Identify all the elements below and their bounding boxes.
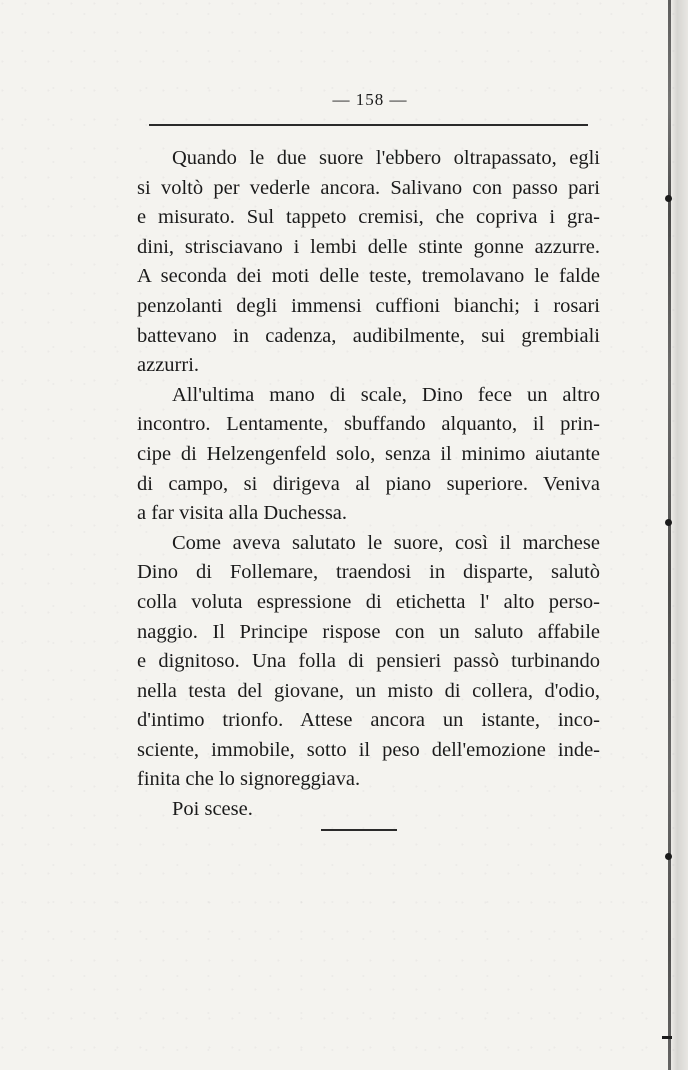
text-line: nella testa del giovane, un misto di collera, d'odio,	[137, 679, 600, 702]
text-line: A seconda dei moti delle teste, tremolavano le falde	[137, 265, 600, 288]
text-line: Poi scese.	[172, 798, 253, 821]
binding-mark	[665, 853, 672, 860]
binding-mark	[665, 519, 672, 526]
text-line: di campo, si dirigeva al piano superiore. Veniva	[137, 472, 600, 495]
text-line: Come aveva salutato le suore, così il marchese	[172, 531, 600, 554]
text-line: sciente, immobile, sotto il peso dell'emozione inde-	[137, 738, 600, 761]
text-line: Dino di Follemare, traendosi in disparte, salutò	[137, 561, 600, 584]
text-line: dini, strisciavano i lembi delle stinte gonne azzurre.	[137, 235, 600, 258]
text-line: e dignitoso. Una folla di pensieri passò turbinando	[137, 650, 600, 673]
text-line: incontro. Lentamente, sbuffando alquanto, il prin-	[137, 413, 600, 436]
text-line: si voltò per vederle ancora. Salivano con passo pari	[137, 176, 600, 199]
text-line: naggio. Il Principe rispose con un saluto affabile	[137, 620, 600, 643]
text-line: colla voluta espressione di etichetta l' alto perso-	[137, 590, 600, 613]
text-line: All'ultima mano di scale, Dino fece un altro	[172, 383, 600, 406]
text-line: d'intimo trionfo. Attese ancora un istante, inco-	[137, 709, 600, 732]
page-number: — 158 —	[332, 90, 408, 109]
text-line: azzurri.	[137, 354, 200, 377]
text-line: e misurato. Sul tappeto cremisi, che copriva i gra-	[137, 206, 600, 229]
text-line: battevano in cadenza, audibilmente, sui grembiali	[137, 324, 600, 347]
closing-rule	[321, 829, 397, 831]
header-rule	[149, 124, 588, 126]
page-text	[137, 144, 600, 825]
text-line: penzolanti degli immensi cuffioni bianchi; i rosari	[137, 294, 600, 317]
text-line: finita che lo signoreggiava.	[137, 768, 361, 791]
binding-mark	[662, 1036, 672, 1039]
text-line: cipe di Helzengenfeld solo, senza il minimo aiutante	[137, 442, 600, 465]
page-binding-shadow	[670, 0, 688, 1070]
binding-mark	[665, 195, 672, 202]
text-line: Quando le due suore l'ebbero oltrapassato, egli	[172, 147, 600, 169]
text-line: a far visita alla Duchessa.	[137, 502, 348, 525]
binding-edge-line	[668, 0, 671, 1070]
